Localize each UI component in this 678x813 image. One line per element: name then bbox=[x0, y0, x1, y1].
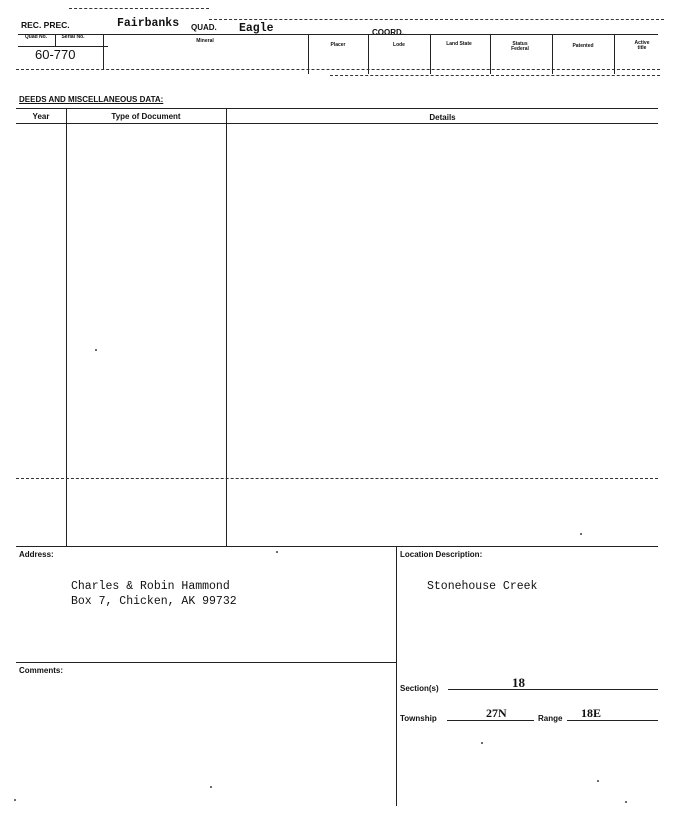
col-quad-no: Quad No. bbox=[24, 34, 48, 40]
quad-no-value: 60-770 bbox=[35, 47, 76, 62]
col-patented: Patented bbox=[572, 43, 594, 49]
col-type-of-document: Type of Document bbox=[111, 112, 181, 121]
col-land-state: Land State bbox=[446, 41, 472, 47]
scan-speck bbox=[481, 742, 483, 744]
location-value: Stonehouse Creek bbox=[427, 580, 538, 593]
township-value: 27N bbox=[486, 706, 507, 720]
claim-col-divider bbox=[552, 34, 553, 74]
location-label: Location Description: bbox=[400, 550, 483, 559]
address-line-1: Charles & Robin Hammond bbox=[71, 580, 230, 593]
col-active-title: Active title bbox=[634, 40, 650, 51]
address-label: Address: bbox=[19, 550, 54, 559]
section-value: 18 bbox=[512, 675, 525, 690]
deeds-col-divider bbox=[66, 108, 67, 547]
claim-col-divider bbox=[55, 34, 56, 46]
claim-col-divider bbox=[103, 34, 104, 69]
quad-value: Eagle bbox=[239, 22, 274, 35]
header-top-dash-right bbox=[209, 19, 664, 20]
range-value: 18E bbox=[581, 706, 602, 720]
scan-speck bbox=[14, 799, 16, 801]
deeds-header-bottom-line bbox=[16, 123, 658, 124]
claim-col-divider bbox=[490, 34, 491, 74]
deeds-fold-dash bbox=[16, 478, 658, 479]
claim-col-divider bbox=[430, 34, 431, 74]
col-status-federal: Status Federal bbox=[511, 41, 529, 52]
section-label: Section(s) bbox=[400, 684, 439, 693]
deeds-col-divider bbox=[226, 108, 227, 547]
col-placer: Placer bbox=[330, 42, 346, 48]
comments-label: Comments: bbox=[19, 666, 64, 675]
rec-prec-value: Fairbanks bbox=[117, 17, 180, 30]
scan-speck bbox=[580, 533, 582, 535]
col-lode: Lode bbox=[393, 42, 405, 48]
claim-col-divider bbox=[614, 34, 615, 74]
claim-table-top-line bbox=[18, 34, 658, 35]
township-label: Township bbox=[400, 714, 437, 723]
bottom-section-top-line bbox=[16, 546, 658, 547]
deeds-section-title: DEEDS AND MISCELLANEOUS DATA: bbox=[19, 95, 164, 104]
header-top-dash bbox=[69, 8, 209, 9]
range-label: Range bbox=[538, 714, 563, 723]
bottom-section-divider bbox=[396, 546, 397, 806]
scan-speck bbox=[95, 349, 97, 351]
comments-top-line bbox=[16, 662, 396, 663]
scan-speck bbox=[210, 786, 212, 788]
quad-label: QUAD. bbox=[191, 23, 217, 32]
col-serial-no: Serial No. bbox=[61, 34, 85, 40]
rec-prec-label: REC. PREC. bbox=[21, 20, 70, 30]
coord-label: COORD. bbox=[372, 28, 404, 37]
scan-speck bbox=[276, 551, 278, 553]
claim-table-bottom-dash bbox=[16, 69, 660, 70]
scan-speck bbox=[597, 780, 599, 782]
col-mineral: Mineral bbox=[196, 38, 214, 44]
col-details: Details bbox=[429, 113, 456, 122]
address-line-2: Box 7, Chicken, AK 99732 bbox=[71, 595, 237, 608]
scan-speck bbox=[625, 801, 627, 803]
claim-col-divider bbox=[308, 34, 309, 74]
claim-table-bottom-dash-2 bbox=[330, 75, 660, 76]
section-underline bbox=[448, 689, 658, 690]
col-year: Year bbox=[32, 112, 50, 121]
deeds-header-top-line bbox=[16, 108, 658, 109]
claim-col-divider bbox=[368, 34, 369, 74]
